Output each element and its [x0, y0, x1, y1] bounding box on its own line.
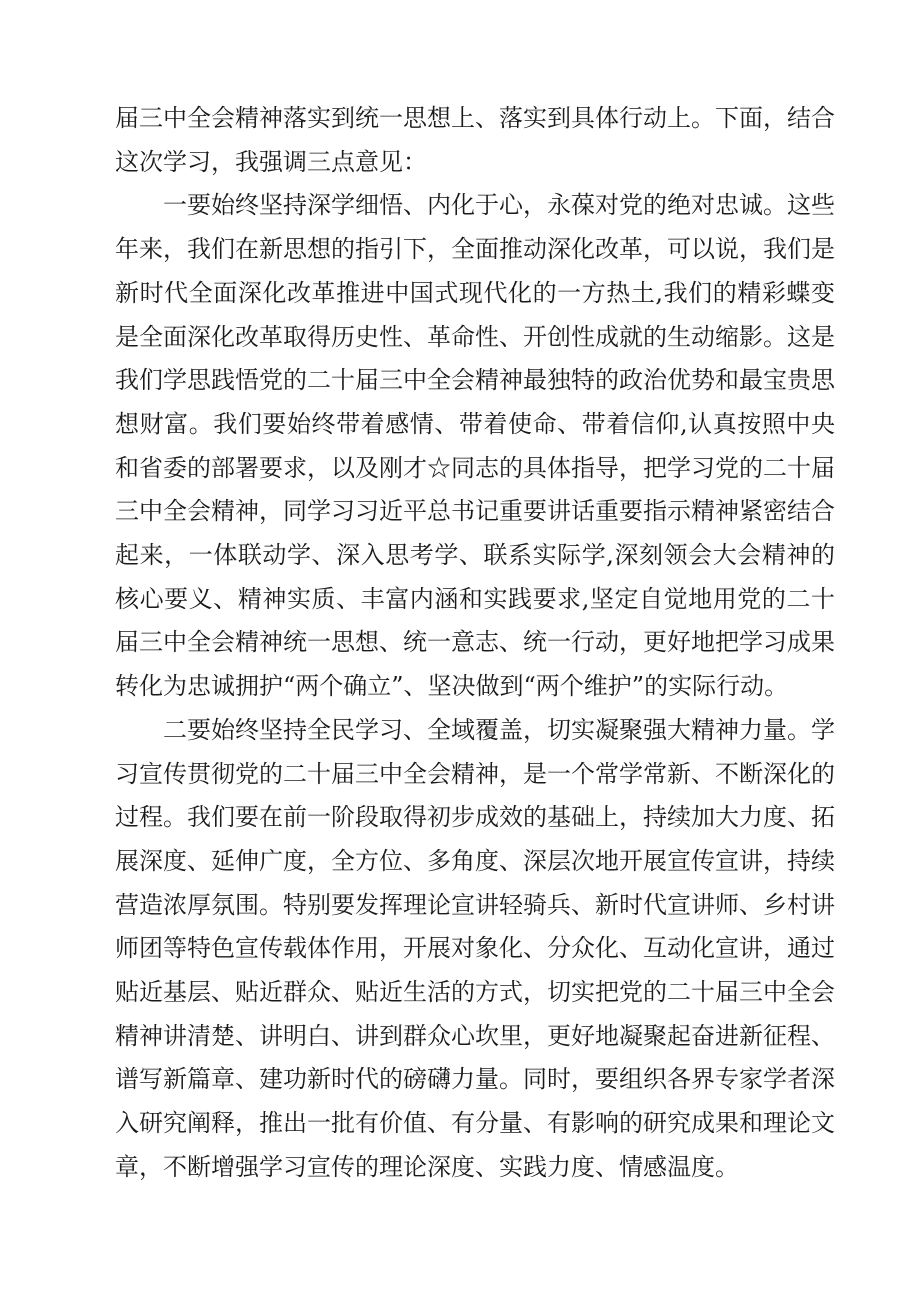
paragraph-point-one: 一要始终坚持深学细悟、内化于心，永葆对党的绝对忠诚。这些年来，我们在新思想的指引下，全面推动深化改革，可以说，我们是新时代全面深化改革推进中国式现代化的一方热土,我们的精彩蝶变是全面深化改革取得历史性、革命性、开创性成就的生动缩影。这是我们学思践悟党的二十届三中全会精神最独特的政治优势和最宝贵思想财富。我们要始终带着感情、带着使命、带着信仰,认真按照中央和省委的部署要求，以及刚才☆同志的具体指导，把学习党的二十届三中全会精神，同学习习近平总书记重要讲话重要指示精神紧密结合起来，一体联动学、深入思考学、联系实际学,深刻领会大会精神的核心要义、精神实质、丰富内涵和实践要求,坚定自觉地用党的二十届三中全会精神统一思想、统一意志、统一行动，更好地把学习成果转化为忠诚拥护“两个确立”、坚决做到“两个维护”的实际行动。 — [115, 191, 835, 701]
paragraph-point-two: 二要始终坚持全民学习、全域覆盖，切实凝聚强大精神力量。学习宣传贯彻党的二十届三中全会精神，是一个常学常新、不断深化的过程。我们要在前一阶段取得初步成效的基础上，持续加大力度、拓展深度、延伸广度，全方位、多角度、深层次地开展宣传宣讲，持续营造浓厚氛围。特别要发挥理论宣讲轻骑兵、新时代宣讲师、乡村讲师团等特色宣传载体作用，开展对象化、分众化、互动化宣讲，通过贴近基层、贴近群众、贴近生活的方式，切实把党的二十届三中全会精神讲清楚、讲明白、讲到群众心坎里，更好地凝聚起奋进新征程、谱写新篇章、建功新时代的磅礴力量。同时，要组织各界专家学者深入研究阐释，推出一批有价值、有分量、有影响的研究成果和理论文章，不断增强学习宣传的理论深度、实践力度、情感温度。 — [115, 715, 835, 1181]
paragraph-intro: 届三中全会精神落实到统一思想上、落实到具体行动上。下面，结合这次学习，我强调三点意见： — [115, 104, 835, 176]
document-body — [115, 97, 835, 1190]
